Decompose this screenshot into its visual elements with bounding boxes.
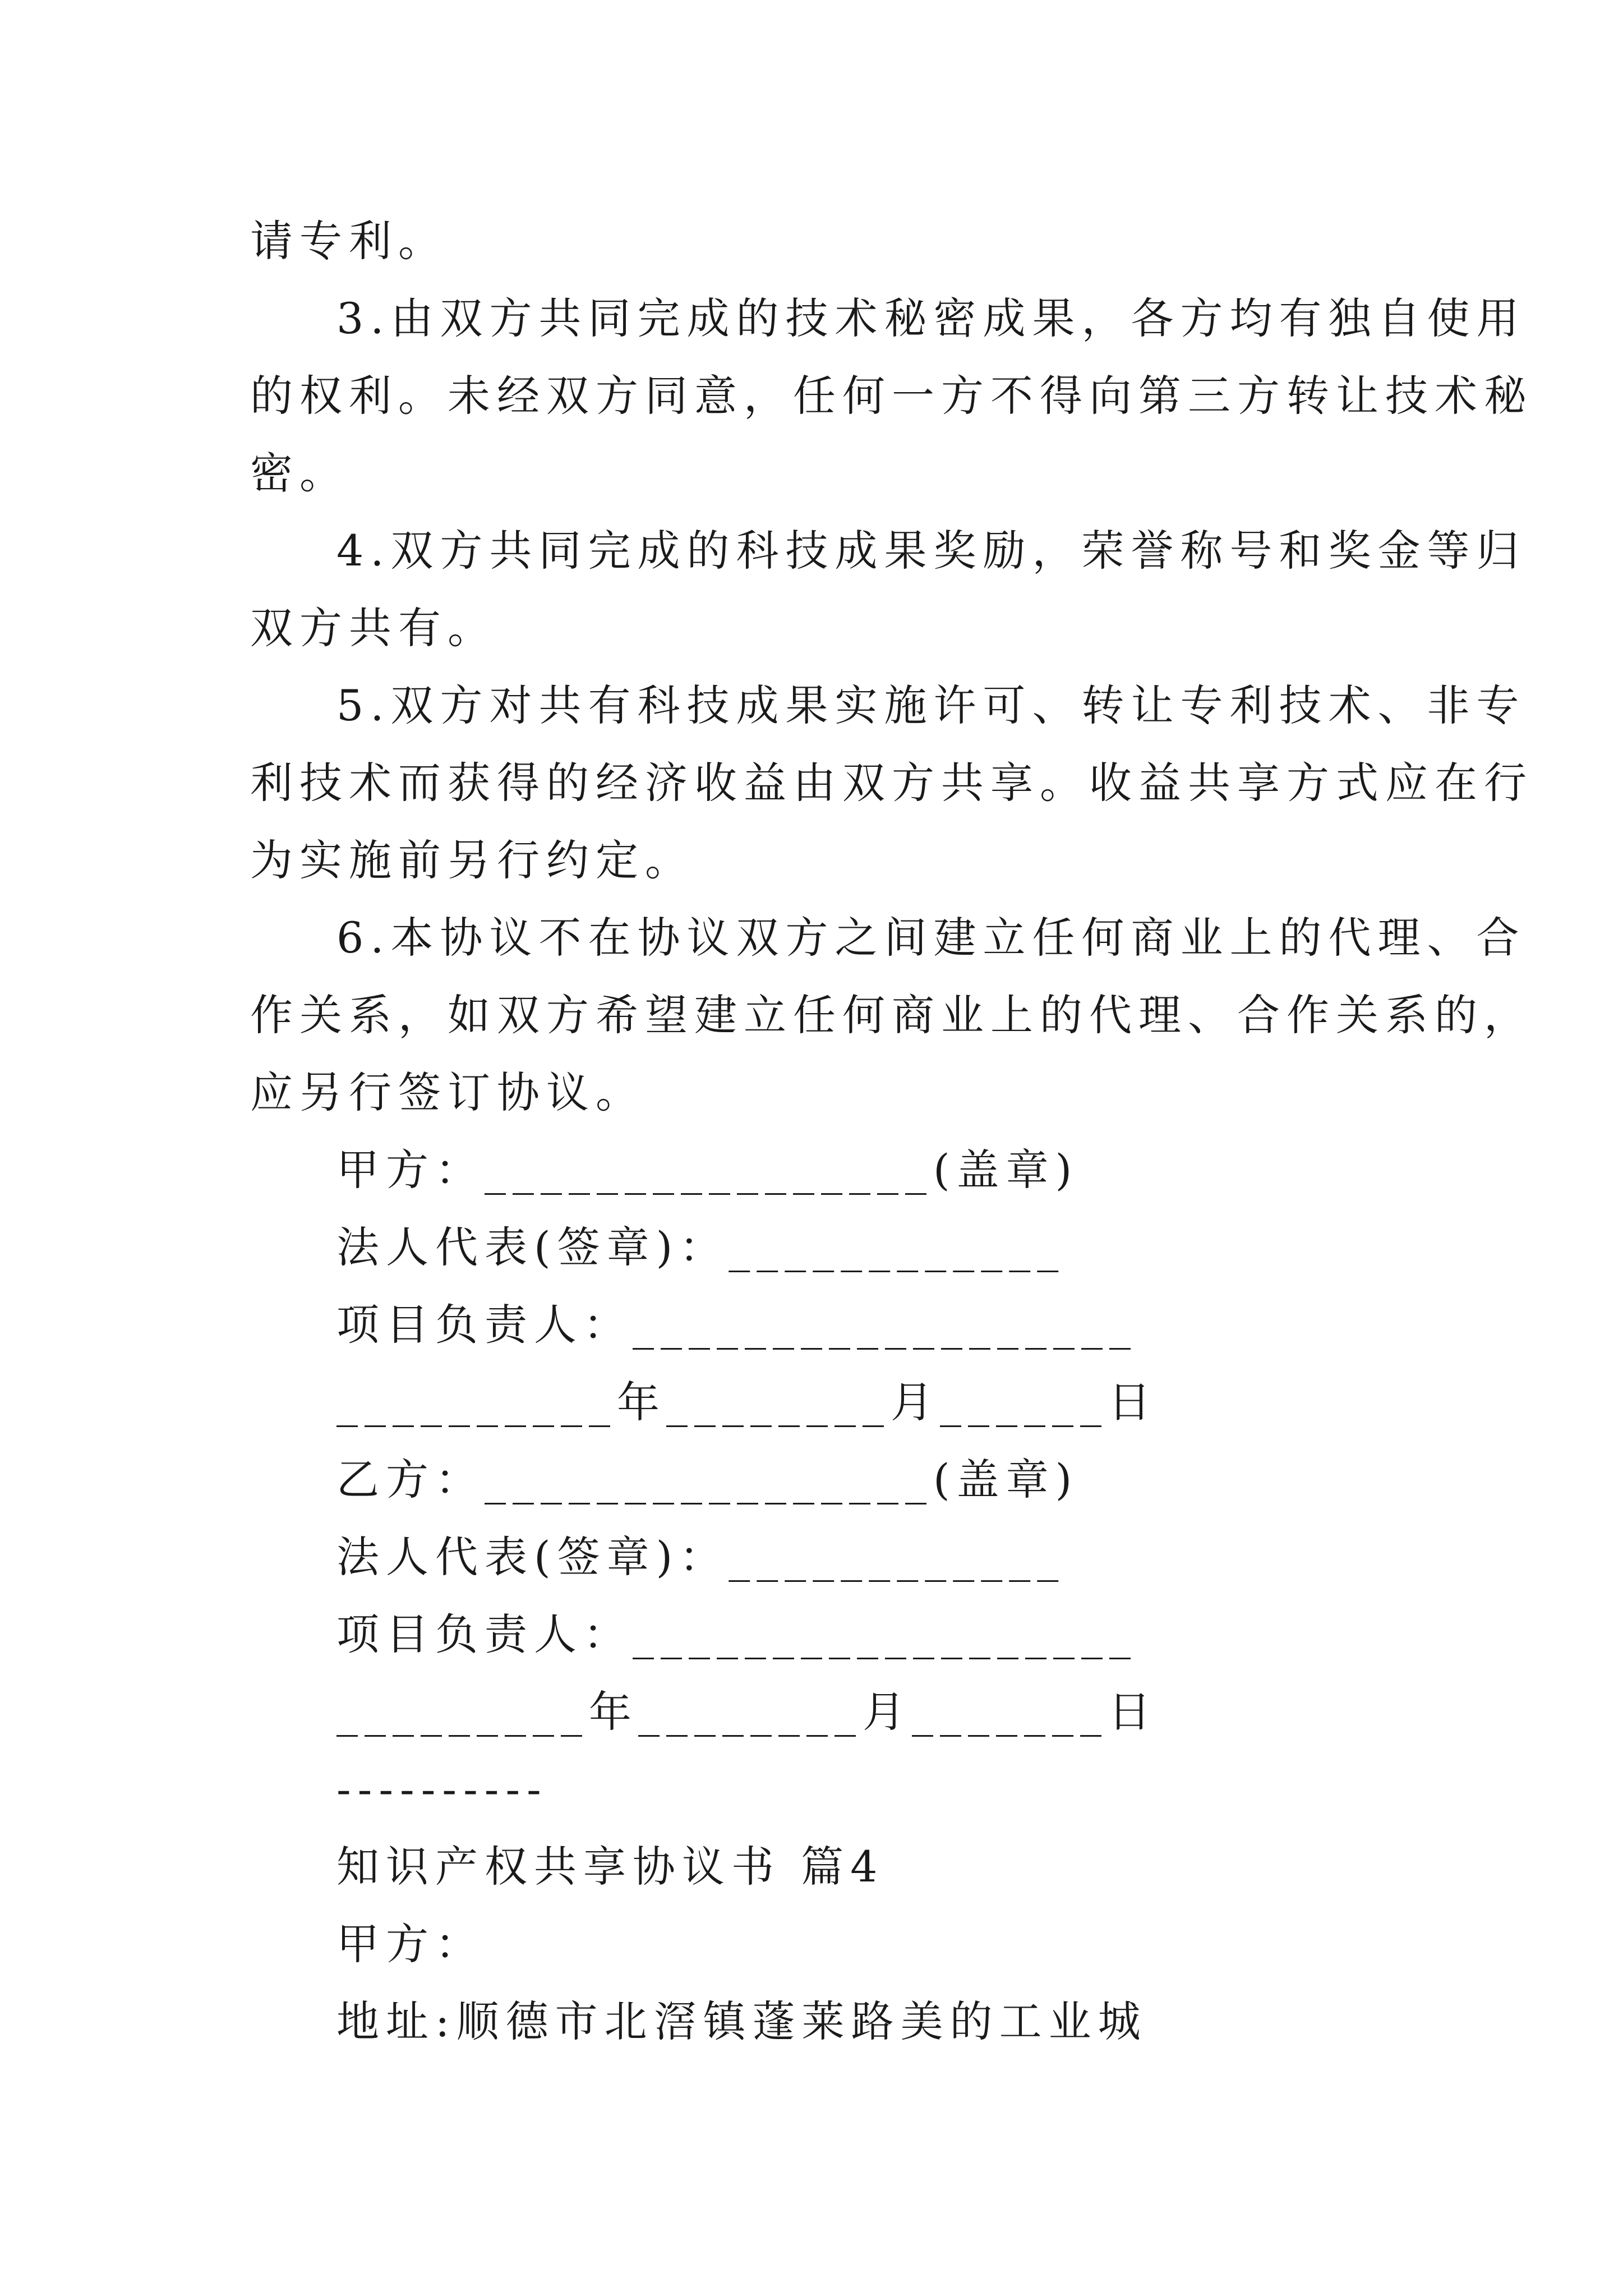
paragraph-line: 请专利。 bbox=[250, 216, 448, 266]
party-a-line: 甲方：________________(盖章) bbox=[336, 1145, 1079, 1195]
date-line: __________年________月______日 bbox=[336, 1377, 1158, 1427]
legal-rep-line: 法人代表(签章)：____________ bbox=[336, 1222, 1066, 1272]
legal-rep-line: 法人代表(签章)：____________ bbox=[336, 1532, 1066, 1582]
paragraph-line: 利技术而获得的经济收益由双方共享。收益共享方式应在行 bbox=[250, 758, 1533, 808]
date-line: _________年________月_______日 bbox=[336, 1687, 1158, 1737]
paragraph-line: 作关系，如双方希望建立任何商业上的代理、合作关系的， bbox=[250, 990, 1533, 1040]
paragraph-line: 5.双方对共有科技成果实施许可、转让专利技术、非专 bbox=[336, 680, 1526, 730]
paragraph-line: 为实施前另行约定。 bbox=[250, 835, 694, 885]
paragraph-line: 密。 bbox=[250, 448, 349, 498]
paragraph-line: 6.本协议不在协议双方之间建立任何商业上的代理、合 bbox=[336, 913, 1526, 963]
address-line: 地址:顺德市北滘镇蓬莱路美的工业城 bbox=[336, 1996, 1147, 2046]
paragraph-line: 3.由双方共同完成的技术秘密成果，各方均有独自使用 bbox=[336, 293, 1526, 343]
project-lead-line: 项目负责人：__________________ bbox=[336, 1300, 1137, 1350]
paragraph-line: 4.双方共同完成的科技成果奖励，荣誉称号和奖金等归 bbox=[336, 526, 1526, 576]
paragraph-line: 的权利。未经双方同意，任何一方不得向第三方转让技术秘 bbox=[250, 371, 1533, 421]
project-lead-line: 项目负责人：__________________ bbox=[336, 1609, 1137, 1659]
paragraph-line: 应另行签订协议。 bbox=[250, 1068, 645, 1117]
paragraph-line: 双方共有。 bbox=[250, 603, 497, 653]
party-a-label: 甲方： bbox=[336, 1919, 485, 1969]
separator: ---------- bbox=[336, 1764, 548, 1814]
party-b-line: 乙方：________________(盖章) bbox=[336, 1455, 1079, 1504]
section-title: 知识产权共享协议书 篇4 bbox=[336, 1842, 884, 1892]
